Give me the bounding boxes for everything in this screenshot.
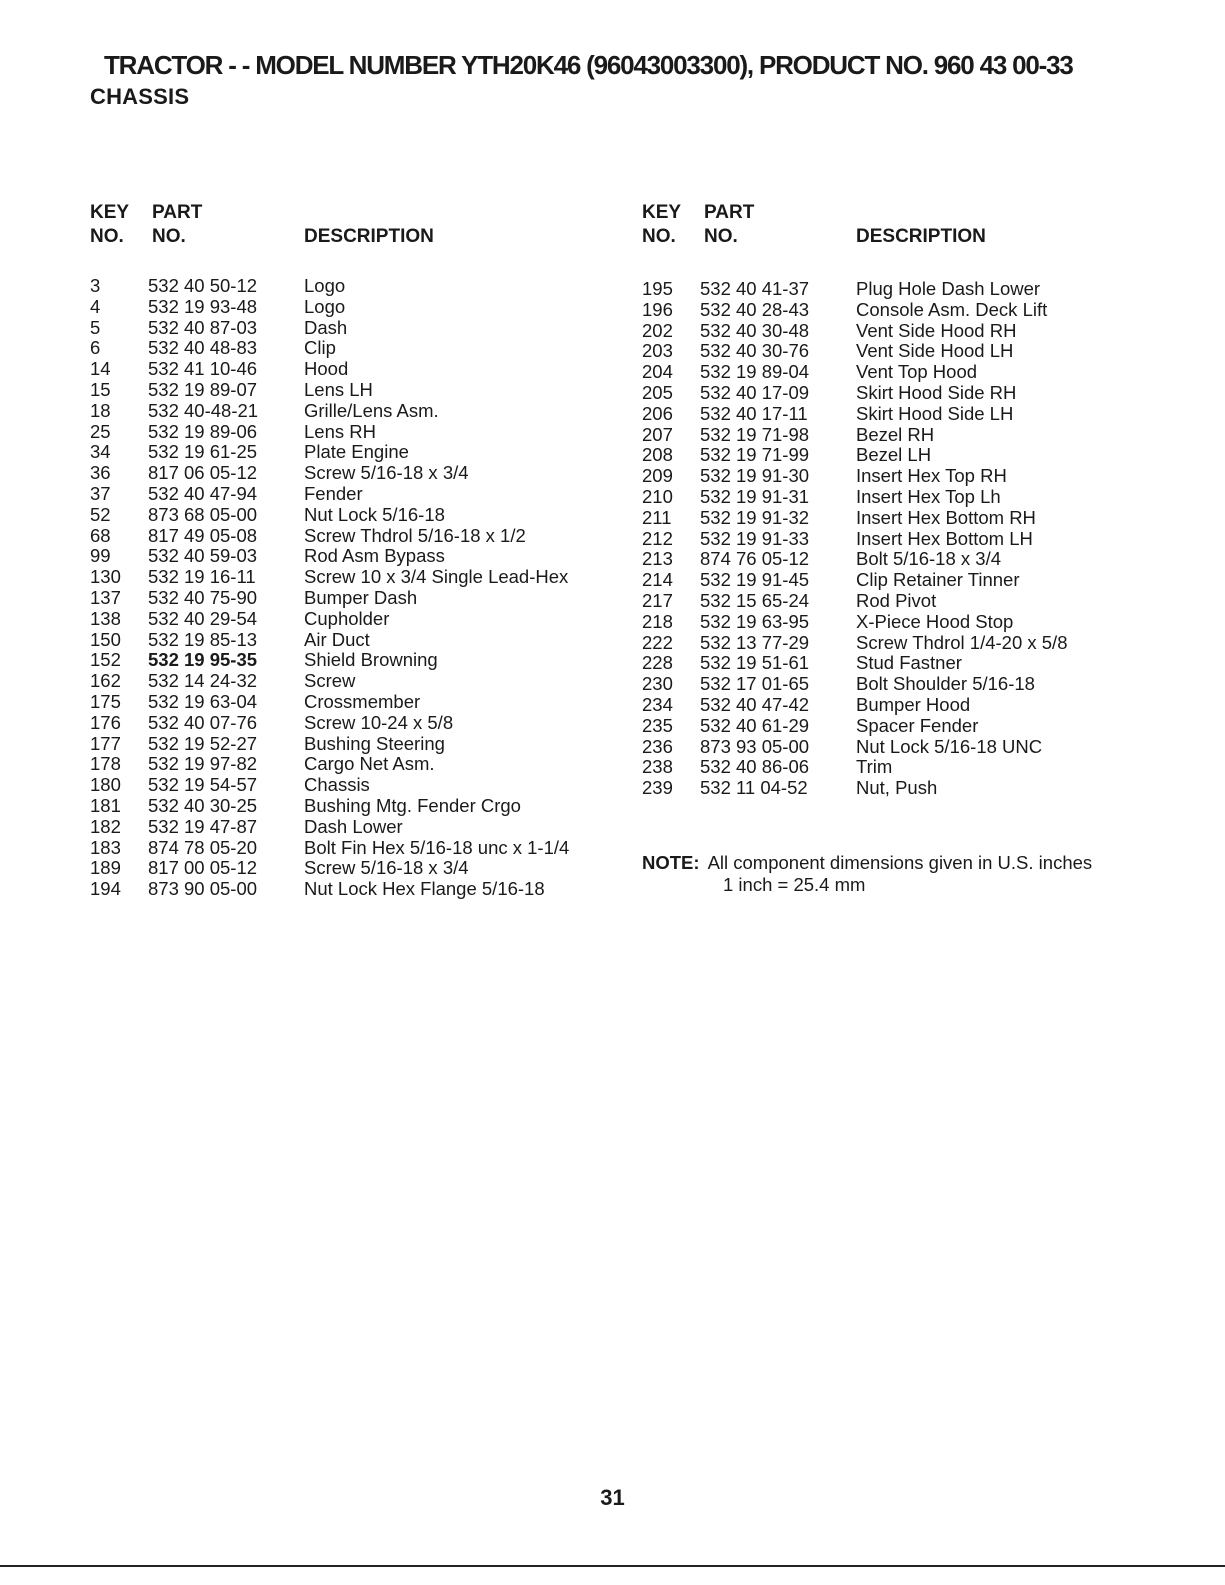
key-number: 217 xyxy=(642,589,673,611)
table-row xyxy=(642,549,1182,570)
key-number: 34 xyxy=(90,441,111,463)
part-number: 532 40 29-54 xyxy=(148,607,258,629)
table-row xyxy=(642,383,1182,404)
part-number: 532 40 50-12 xyxy=(148,275,258,296)
part-description: Hood xyxy=(304,358,349,380)
key-number: 212 xyxy=(642,527,673,549)
header-description: DESCRIPTION xyxy=(856,226,986,247)
part-description: Bumper Hood xyxy=(856,693,971,715)
key-number: 195 xyxy=(642,278,673,299)
note-text: All component dimensions given in U.S. inches xyxy=(707,852,1093,873)
table-row xyxy=(642,362,1182,383)
part-description: Bumper Dash xyxy=(304,586,418,608)
key-number: 228 xyxy=(642,652,673,674)
part-description: Cupholder xyxy=(304,607,390,629)
part-description: Screw 10-24 x 5/8 xyxy=(304,711,454,733)
part-number: 532 40 47-94 xyxy=(148,482,258,504)
part-number: 532 11 04-52 xyxy=(700,777,808,799)
part-number: 532 19 91-33 xyxy=(700,527,810,549)
key-number: 236 xyxy=(642,735,673,757)
table-row xyxy=(642,757,1182,778)
table-row xyxy=(642,508,1182,529)
header-part: PART xyxy=(152,202,203,223)
parts-table-right xyxy=(642,202,1182,799)
key-number: 238 xyxy=(642,756,673,778)
table-row xyxy=(90,338,610,359)
part-number: 532 40 86-06 xyxy=(700,756,810,778)
table-row xyxy=(642,695,1182,716)
part-description: Grille/Lens Asm. xyxy=(304,399,439,421)
part-description: Dash Lower xyxy=(304,815,403,837)
part-description: Dash xyxy=(304,316,348,338)
part-description: Lens LH xyxy=(304,378,373,400)
table-row xyxy=(642,300,1182,321)
table-row xyxy=(90,734,610,755)
key-number: 208 xyxy=(642,444,673,466)
part-number: 532 40 61-29 xyxy=(700,714,810,736)
part-description: Stud Fastner xyxy=(856,652,962,674)
header-description: DESCRIPTION xyxy=(304,226,434,247)
part-description: Bezel RH xyxy=(856,423,935,445)
key-number: 25 xyxy=(90,420,111,442)
key-number: 196 xyxy=(642,298,673,320)
table-row xyxy=(90,754,610,775)
part-number: 532 19 93-48 xyxy=(148,295,258,317)
table-row xyxy=(90,838,610,859)
part-description: Bushing Steering xyxy=(304,732,445,754)
part-number: 532 19 89-07 xyxy=(148,378,258,400)
part-description: Bolt Shoulder 5/16-18 xyxy=(856,673,1035,695)
table-row xyxy=(90,380,610,401)
part-number: 532 19 61-25 xyxy=(148,441,258,463)
table-row xyxy=(642,570,1182,591)
parts-list xyxy=(642,279,1182,799)
part-number: 532 40 41-37 xyxy=(700,278,810,299)
key-number: 68 xyxy=(90,524,111,546)
part-number: 532 40 28-43 xyxy=(700,298,810,320)
part-number: 532 19 89-06 xyxy=(148,420,258,442)
key-number: 204 xyxy=(642,361,673,383)
part-number: 532 19 91-31 xyxy=(700,485,810,507)
key-number: 152 xyxy=(90,649,121,671)
key-number: 177 xyxy=(90,732,121,754)
table-row xyxy=(90,692,610,713)
part-number: 532 19 16-11 xyxy=(148,566,256,588)
part-description: Crossmember xyxy=(304,690,421,712)
table-row xyxy=(642,674,1182,695)
part-number: 817 00 05-12 xyxy=(148,857,258,879)
table-row xyxy=(642,716,1182,737)
part-description: Clip Retainer Tinner xyxy=(856,569,1020,591)
part-number: 532 41 10-46 xyxy=(148,358,258,380)
part-number: 532 19 85-13 xyxy=(148,628,258,650)
key-number: 214 xyxy=(642,569,673,591)
part-number: 873 68 05-00 xyxy=(148,503,258,525)
part-description: Screw Thdrol 1/4-20 x 5/8 xyxy=(856,631,1068,653)
key-number: 207 xyxy=(642,423,673,445)
table-row xyxy=(642,778,1182,799)
part-number: 532 19 71-98 xyxy=(700,423,810,445)
key-number: 182 xyxy=(90,815,121,837)
table-row xyxy=(642,279,1182,300)
part-description: Insert Hex Top Lh xyxy=(856,485,1001,507)
key-number: 202 xyxy=(642,319,673,341)
table-row xyxy=(90,297,610,318)
key-number: 138 xyxy=(90,607,121,629)
table-row xyxy=(90,546,610,567)
table-row xyxy=(642,321,1182,342)
key-number: 205 xyxy=(642,381,673,403)
table-row xyxy=(90,359,610,380)
part-number: 874 76 05-12 xyxy=(700,548,810,570)
part-description: Air Duct xyxy=(304,628,370,650)
part-description: Bushing Mtg. Fender Crgo xyxy=(304,794,521,816)
part-description: Bolt Fin Hex 5/16-18 unc x 1-1/4 xyxy=(304,836,570,858)
table-row xyxy=(642,404,1182,425)
key-number: 52 xyxy=(90,503,111,525)
key-number: 4 xyxy=(90,295,101,317)
key-number: 178 xyxy=(90,753,121,775)
key-number: 162 xyxy=(90,670,121,692)
part-description: Nut Lock 5/16-18 xyxy=(304,503,445,525)
part-description: Lens RH xyxy=(304,420,376,442)
part-description: Shield Browning xyxy=(304,649,438,671)
key-number: 181 xyxy=(90,794,121,816)
part-description: X-Piece Hood Stop xyxy=(856,610,1014,632)
part-number: 532 40 17-11 xyxy=(700,402,808,424)
key-number: 222 xyxy=(642,631,673,653)
part-description: Console Asm. Deck Lift xyxy=(856,298,1048,320)
part-description: Logo xyxy=(304,295,346,317)
part-number: 532 40-48-21 xyxy=(148,399,259,421)
part-description: Cargo Net Asm. xyxy=(304,753,435,775)
part-number: 532 17 01-65 xyxy=(700,673,810,695)
table-row xyxy=(90,526,610,547)
key-number: 5 xyxy=(90,316,101,338)
table-row xyxy=(90,630,610,651)
part-description: Chassis xyxy=(304,774,370,796)
part-number: 532 19 54-57 xyxy=(148,774,258,796)
section-title: CHASSIS xyxy=(90,84,190,109)
part-description: Skirt Hood Side LH xyxy=(856,402,1014,424)
table-row xyxy=(642,737,1182,758)
part-description: Rod Pivot xyxy=(856,589,937,611)
part-number: 873 90 05-00 xyxy=(148,878,258,900)
part-number: 532 19 71-99 xyxy=(700,444,810,466)
part-description: Vent Side Hood LH xyxy=(856,340,1014,362)
part-number: 532 19 91-45 xyxy=(700,569,810,591)
table-row xyxy=(642,653,1182,674)
part-description: Plate Engine xyxy=(304,441,409,463)
part-description: Vent Top Hood xyxy=(856,361,978,383)
table-row xyxy=(90,422,610,443)
table-row xyxy=(90,650,610,671)
part-description: Screw xyxy=(304,670,356,692)
key-number: 6 xyxy=(90,337,101,359)
key-number: 180 xyxy=(90,774,121,796)
key-number: 189 xyxy=(90,857,121,879)
parts-table-left xyxy=(90,202,610,900)
key-number: 218 xyxy=(642,610,673,632)
table-row xyxy=(90,671,610,692)
part-number: 873 93 05-00 xyxy=(700,735,810,757)
part-description: Nut Lock Hex Flange 5/16-18 xyxy=(304,878,545,900)
table-row xyxy=(90,609,610,630)
part-number: 532 19 51-61 xyxy=(700,652,810,674)
key-number: 213 xyxy=(642,548,673,570)
part-number: 874 78 05-20 xyxy=(148,836,258,858)
table-row xyxy=(90,567,610,588)
part-description: Rod Asm Bypass xyxy=(304,545,445,567)
part-description: Spacer Fender xyxy=(856,714,979,736)
table-row xyxy=(90,796,610,817)
part-description: Logo xyxy=(304,275,346,296)
part-description: Plug Hole Dash Lower xyxy=(856,278,1041,299)
part-description: Clip xyxy=(304,337,336,359)
part-number: 532 40 75-90 xyxy=(148,586,258,608)
bottom-divider xyxy=(0,1565,1225,1567)
part-number: 532 19 89-04 xyxy=(700,361,810,383)
part-number: 817 06 05-12 xyxy=(148,462,258,484)
part-number: 532 19 52-27 xyxy=(148,732,258,754)
table-row xyxy=(90,442,610,463)
table-header xyxy=(90,202,610,262)
key-number: 206 xyxy=(642,402,673,424)
page-number: 31 xyxy=(600,1485,625,1510)
header-key-no: NO. xyxy=(90,226,124,247)
key-number: 3 xyxy=(90,275,101,296)
key-number: 194 xyxy=(90,878,121,900)
table-row xyxy=(90,588,610,609)
part-number: 817 49 05-08 xyxy=(148,524,258,546)
key-number: 37 xyxy=(90,482,111,504)
part-description: Trim xyxy=(856,756,893,778)
part-description: Bolt 5/16-18 x 3/4 xyxy=(856,548,1002,570)
table-row xyxy=(642,591,1182,612)
part-description: Insert Hex Bottom RH xyxy=(856,506,1036,528)
part-number: 532 13 77-29 xyxy=(700,631,810,653)
part-number: 532 40 30-25 xyxy=(148,794,258,816)
key-number: 150 xyxy=(90,628,121,650)
table-row xyxy=(642,445,1182,466)
part-number: 532 19 97-82 xyxy=(148,753,258,775)
table-row xyxy=(90,463,610,484)
key-number: 235 xyxy=(642,714,673,736)
part-description: Nut Lock 5/16-18 UNC xyxy=(856,735,1043,757)
table-row xyxy=(90,858,610,879)
part-description: Insert Hex Top RH xyxy=(856,465,1007,487)
header-key: KEY xyxy=(90,202,130,223)
note-conversion: 1 inch = 25.4 mm xyxy=(723,874,866,895)
header-part-no: NO. xyxy=(704,226,738,247)
part-description: Insert Hex Bottom LH xyxy=(856,527,1033,549)
part-description: Screw 5/16-18 x 3/4 xyxy=(304,857,469,879)
part-description: Screw 10 x 3/4 Single Lead-Hex xyxy=(304,566,569,588)
key-number: 209 xyxy=(642,465,673,487)
note xyxy=(642,852,1092,873)
part-description: Vent Side Hood RH xyxy=(856,319,1017,341)
key-number: 36 xyxy=(90,462,111,484)
table-row xyxy=(642,487,1182,508)
header-key: KEY xyxy=(642,202,682,223)
key-number: 183 xyxy=(90,836,121,858)
page-title: TRACTOR - - MODEL NUMBER YTH20K46 (96043003300), PRODUCT NO. 960 43 00-33 xyxy=(104,50,1073,80)
part-description: Screw 5/16-18 x 3/4 xyxy=(304,462,469,484)
table-row xyxy=(642,341,1182,362)
table-row xyxy=(90,401,610,422)
note-label: NOTE: xyxy=(642,852,700,873)
part-number: 532 19 63-95 xyxy=(700,610,810,632)
part-description: Nut, Push xyxy=(856,777,938,799)
key-number: 99 xyxy=(90,545,111,567)
key-number: 203 xyxy=(642,340,673,362)
key-number: 15 xyxy=(90,378,111,400)
table-row xyxy=(642,633,1182,654)
part-number: 532 40 17-09 xyxy=(700,381,810,403)
part-number: 532 40 59-03 xyxy=(148,545,258,567)
key-number: 18 xyxy=(90,399,111,421)
part-number: 532 19 47-87 xyxy=(148,815,258,837)
table-row xyxy=(90,505,610,526)
part-number: 532 19 63-04 xyxy=(148,690,258,712)
table-row xyxy=(90,879,610,900)
part-number: 532 40 87-03 xyxy=(148,316,258,338)
table-row xyxy=(642,529,1182,550)
part-number: 532 19 95-35 xyxy=(148,649,258,671)
parts-list xyxy=(90,276,610,900)
header-part-no: NO. xyxy=(152,226,186,247)
key-number: 137 xyxy=(90,586,121,608)
table-row xyxy=(642,466,1182,487)
table-row xyxy=(90,775,610,796)
part-number: 532 19 91-32 xyxy=(700,506,810,528)
key-number: 175 xyxy=(90,690,121,712)
key-number: 230 xyxy=(642,673,673,695)
part-number: 532 40 30-48 xyxy=(700,319,810,341)
part-number: 532 40 48-83 xyxy=(148,337,258,359)
key-number: 210 xyxy=(642,485,673,507)
part-description: Skirt Hood Side RH xyxy=(856,381,1017,403)
part-number: 532 40 07-76 xyxy=(148,711,258,733)
key-number: 130 xyxy=(90,566,121,588)
table-row xyxy=(90,484,610,505)
table-row xyxy=(642,612,1182,633)
header-part: PART xyxy=(704,202,755,223)
part-description: Screw Thdrol 5/16-18 x 1/2 xyxy=(304,524,526,546)
key-number: 176 xyxy=(90,711,121,733)
part-number: 532 40 30-76 xyxy=(700,340,810,362)
part-number: 532 19 91-30 xyxy=(700,465,810,487)
table-row xyxy=(90,318,610,339)
key-number: 14 xyxy=(90,358,111,380)
part-description: Fender xyxy=(304,482,363,504)
key-number: 211 xyxy=(642,506,672,528)
table-row xyxy=(642,425,1182,446)
table-header xyxy=(642,202,1182,262)
header-key-no: NO. xyxy=(642,226,676,247)
table-row xyxy=(90,713,610,734)
table-row xyxy=(90,276,610,297)
key-number: 234 xyxy=(642,693,673,715)
part-number: 532 40 47-42 xyxy=(700,693,810,715)
part-description: Bezel LH xyxy=(856,444,932,466)
part-number: 532 14 24-32 xyxy=(148,670,258,692)
part-number: 532 15 65-24 xyxy=(700,589,810,611)
key-number: 239 xyxy=(642,777,673,799)
table-row xyxy=(90,817,610,838)
